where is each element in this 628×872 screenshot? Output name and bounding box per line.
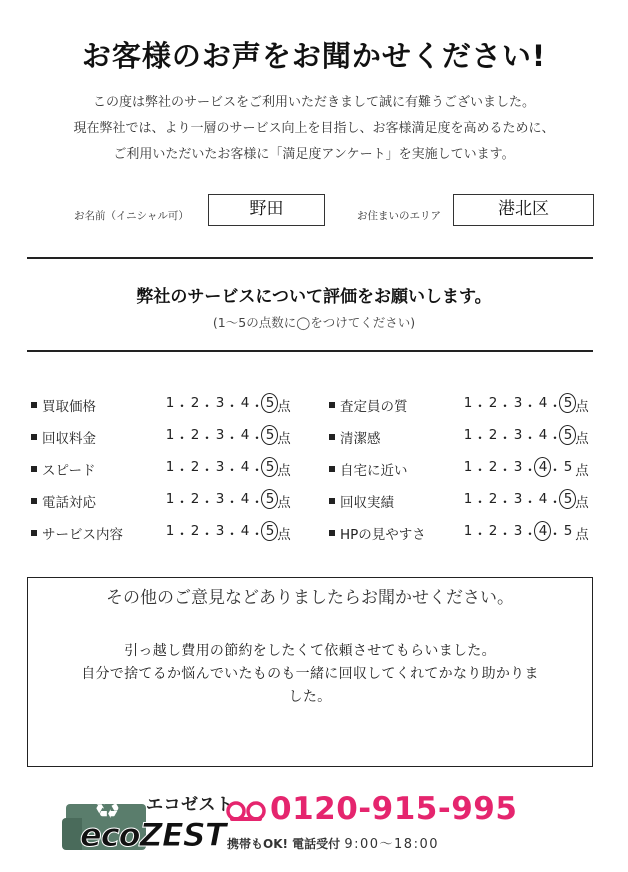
scale-unit: 点 xyxy=(277,527,291,543)
scale-point[interactable]: 3 xyxy=(513,523,523,539)
scale-separator: ・ xyxy=(473,463,487,479)
comment-line: した。 xyxy=(288,689,332,705)
bullet-icon xyxy=(329,466,335,472)
scale-point[interactable]: 3 xyxy=(513,491,523,507)
intro-line: ご利用いただいたお客様に「満足度アンケート」を実施しています。 xyxy=(113,147,515,162)
scale-point[interactable]: 1 xyxy=(165,491,175,507)
scale-separator: ・ xyxy=(175,463,189,479)
scale-point[interactable]: 2 xyxy=(488,491,498,507)
scale-separator: ・ xyxy=(473,399,487,415)
scale-point[interactable]: 4 xyxy=(240,395,250,411)
rating-scale xyxy=(163,395,303,417)
scale-point[interactable]: 3 xyxy=(513,427,523,443)
scale-point[interactable]: 5 xyxy=(265,459,275,475)
scale-point[interactable]: 5 xyxy=(265,427,275,443)
scale-point[interactable]: 5 xyxy=(563,427,573,443)
scale-separator: ・ xyxy=(548,431,562,447)
divider xyxy=(27,350,593,352)
intro-text xyxy=(0,90,628,168)
scale-separator: ・ xyxy=(523,399,537,415)
scale-separator: ・ xyxy=(498,399,512,415)
scale-separator: ・ xyxy=(200,527,214,543)
scale-separator: ・ xyxy=(523,527,537,543)
truck-cab-icon xyxy=(62,818,82,850)
scale-point[interactable]: 3 xyxy=(215,395,225,411)
bullet-icon xyxy=(31,530,37,536)
scale-separator: ・ xyxy=(225,495,239,511)
scale-unit: 点 xyxy=(277,399,291,415)
rating-scale xyxy=(163,427,303,449)
bullet-icon xyxy=(31,466,37,472)
scale-separator: ・ xyxy=(473,527,487,543)
scale-point[interactable]: 1 xyxy=(463,523,473,539)
bullet-icon xyxy=(31,498,37,504)
rating-row xyxy=(329,523,599,545)
rating-scale xyxy=(461,491,601,513)
scale-point[interactable]: 2 xyxy=(488,459,498,475)
scale-unit: 点 xyxy=(277,463,291,479)
rating-row xyxy=(329,427,599,449)
scale-point[interactable]: 5 xyxy=(563,395,573,411)
scale-unit: 点 xyxy=(575,431,589,447)
scale-point[interactable]: 5 xyxy=(563,523,573,539)
bullet-icon xyxy=(329,434,335,440)
scale-point[interactable]: 4 xyxy=(538,491,548,507)
scale-separator: ・ xyxy=(225,463,239,479)
scale-point[interactable]: 1 xyxy=(165,427,175,443)
scale-unit: 点 xyxy=(277,495,291,511)
scale-separator: ・ xyxy=(523,431,537,447)
phone-note xyxy=(227,833,439,852)
logo-name: ecoZEST xyxy=(80,816,226,854)
rating-row xyxy=(329,459,599,481)
rating-row xyxy=(329,491,599,513)
area-field[interactable]: 港北区 xyxy=(453,194,594,226)
scale-separator: ・ xyxy=(548,463,562,479)
scale-point[interactable]: 1 xyxy=(165,523,175,539)
scale-point[interactable]: 5 xyxy=(563,491,573,507)
comment-box[interactable] xyxy=(27,577,593,767)
rating-scale xyxy=(461,395,601,417)
scale-separator: ・ xyxy=(498,527,512,543)
scale-unit: 点 xyxy=(575,527,589,543)
rating-label: サービス内容 xyxy=(42,527,123,543)
rating-label: 回収実績 xyxy=(340,495,394,511)
rating-section-title: 弊社のサービスについて評価をお願いします。 xyxy=(136,287,492,307)
rating-section-subtitle: (1〜5の点数に◯をつけてください) xyxy=(212,315,416,330)
scale-point[interactable]: 2 xyxy=(190,491,200,507)
scale-point[interactable]: 2 xyxy=(488,427,498,443)
bullet-icon xyxy=(329,498,335,504)
scale-separator: ・ xyxy=(548,527,562,543)
name-field[interactable]: 野田 xyxy=(208,194,325,226)
scale-separator: ・ xyxy=(225,527,239,543)
phone-note-prefix: 携帯もOK! 電話受付 xyxy=(227,837,341,851)
scale-separator: ・ xyxy=(225,431,239,447)
rating-label: 査定員の質 xyxy=(340,399,408,415)
rating-scale xyxy=(163,491,303,513)
rating-row xyxy=(31,459,301,481)
scale-separator: ・ xyxy=(250,399,264,415)
scale-separator: ・ xyxy=(250,431,264,447)
rating-label: 回収料金 xyxy=(42,431,96,447)
scale-unit: 点 xyxy=(575,495,589,511)
scale-point[interactable]: 1 xyxy=(463,459,473,475)
rating-scale xyxy=(163,523,303,545)
intro-line: この度は弊社のサービスをご利用いただきまして誠に有難うございました。 xyxy=(92,95,535,110)
comment-box-title: その他のご意見などありましたらお聞かせください。 xyxy=(106,588,514,608)
page-title: お客様のお声をお聞かせください! xyxy=(81,39,547,73)
scale-separator: ・ xyxy=(225,399,239,415)
rating-row xyxy=(31,395,301,417)
scale-unit: 点 xyxy=(575,399,589,415)
bullet-icon xyxy=(31,402,37,408)
scale-point[interactable]: 4 xyxy=(240,427,250,443)
scale-point[interactable]: 2 xyxy=(190,523,200,539)
scale-point[interactable]: 2 xyxy=(488,523,498,539)
scale-separator: ・ xyxy=(548,399,562,415)
bullet-icon xyxy=(329,530,335,536)
scale-point[interactable]: 4 xyxy=(240,523,250,539)
rating-row xyxy=(329,395,599,417)
scale-separator: ・ xyxy=(473,431,487,447)
rating-label: HPの見やすさ xyxy=(340,527,426,543)
scale-point[interactable]: 3 xyxy=(513,395,523,411)
scale-separator: ・ xyxy=(200,463,214,479)
scale-point[interactable]: 4 xyxy=(538,459,548,475)
scale-separator: ・ xyxy=(250,463,264,479)
scale-point[interactable]: 2 xyxy=(190,427,200,443)
rating-label: 清潔感 xyxy=(340,431,381,447)
scale-separator: ・ xyxy=(250,527,264,543)
comment-text xyxy=(48,640,572,709)
scale-point[interactable]: 5 xyxy=(563,459,573,475)
scale-separator: ・ xyxy=(175,495,189,511)
rating-label: 自宅に近い xyxy=(340,463,408,479)
rating-scale xyxy=(461,523,601,545)
name-field-label: お名前（イニシャル可） xyxy=(74,210,189,222)
recycle-icon: ♻ xyxy=(94,791,121,826)
rating-scale xyxy=(461,459,601,481)
rating-row xyxy=(31,427,301,449)
scale-point[interactable]: 3 xyxy=(215,523,225,539)
scale-point[interactable]: 4 xyxy=(240,459,250,475)
scale-point[interactable]: 1 xyxy=(463,395,473,411)
scale-point[interactable]: 5 xyxy=(265,523,275,539)
bullet-icon xyxy=(329,402,335,408)
scale-point[interactable]: 5 xyxy=(265,395,275,411)
scale-separator: ・ xyxy=(473,495,487,511)
area-field-label: お住まいのエリア xyxy=(357,210,441,222)
scale-point[interactable]: 1 xyxy=(165,459,175,475)
comment-line: 引っ越し費用の節約をしたくて依頼させてもらいました。 xyxy=(124,643,496,659)
scale-separator: ・ xyxy=(498,463,512,479)
scale-point[interactable]: 2 xyxy=(488,395,498,411)
scale-separator: ・ xyxy=(523,463,537,479)
scale-separator: ・ xyxy=(498,495,512,511)
scale-point[interactable]: 4 xyxy=(538,523,548,539)
phone-number[interactable]: 0120-915-995 xyxy=(270,791,518,827)
comment-line: 自分で捨てるか悩んでいたものも一緒に回収してくれてかなり助かりま xyxy=(81,666,539,682)
rating-row xyxy=(31,523,301,545)
logo-kana: エコゼスト xyxy=(146,795,234,815)
freedial-icon xyxy=(226,800,266,822)
scale-point[interactable]: 4 xyxy=(240,491,250,507)
rating-label: スピード xyxy=(42,463,96,479)
scale-separator: ・ xyxy=(200,431,214,447)
scale-separator: ・ xyxy=(175,399,189,415)
scale-point[interactable]: 1 xyxy=(463,427,473,443)
rating-row xyxy=(31,491,301,513)
scale-point[interactable]: 3 xyxy=(215,427,225,443)
scale-point[interactable]: 2 xyxy=(190,459,200,475)
scale-separator: ・ xyxy=(523,495,537,511)
scale-unit: 点 xyxy=(277,431,291,447)
phone-hours: 9:00〜18:00 xyxy=(344,837,440,852)
rating-label: 電話対応 xyxy=(42,495,96,511)
scale-point[interactable]: 4 xyxy=(538,427,548,443)
bullet-icon xyxy=(31,434,37,440)
ecozest-logo xyxy=(66,790,234,860)
scale-separator: ・ xyxy=(175,527,189,543)
rating-label: 買取価格 xyxy=(42,399,96,415)
scale-unit: 点 xyxy=(575,463,589,479)
scale-separator: ・ xyxy=(498,431,512,447)
scale-point[interactable]: 3 xyxy=(215,491,225,507)
scale-point[interactable]: 3 xyxy=(513,459,523,475)
scale-point[interactable]: 3 xyxy=(215,459,225,475)
scale-separator: ・ xyxy=(175,431,189,447)
scale-separator: ・ xyxy=(548,495,562,511)
scale-point[interactable]: 4 xyxy=(538,395,548,411)
scale-separator: ・ xyxy=(250,495,264,511)
scale-point[interactable]: 1 xyxy=(463,491,473,507)
scale-separator: ・ xyxy=(200,495,214,511)
intro-line: 現在弊社では、より一層のサービス向上を目指し、お客様満足度を高めるために、 xyxy=(73,121,555,136)
rating-scale xyxy=(461,427,601,449)
scale-point[interactable]: 5 xyxy=(265,491,275,507)
scale-point[interactable]: 2 xyxy=(190,395,200,411)
scale-point[interactable]: 1 xyxy=(165,395,175,411)
rating-scale xyxy=(163,459,303,481)
divider xyxy=(27,257,593,259)
scale-separator: ・ xyxy=(200,399,214,415)
